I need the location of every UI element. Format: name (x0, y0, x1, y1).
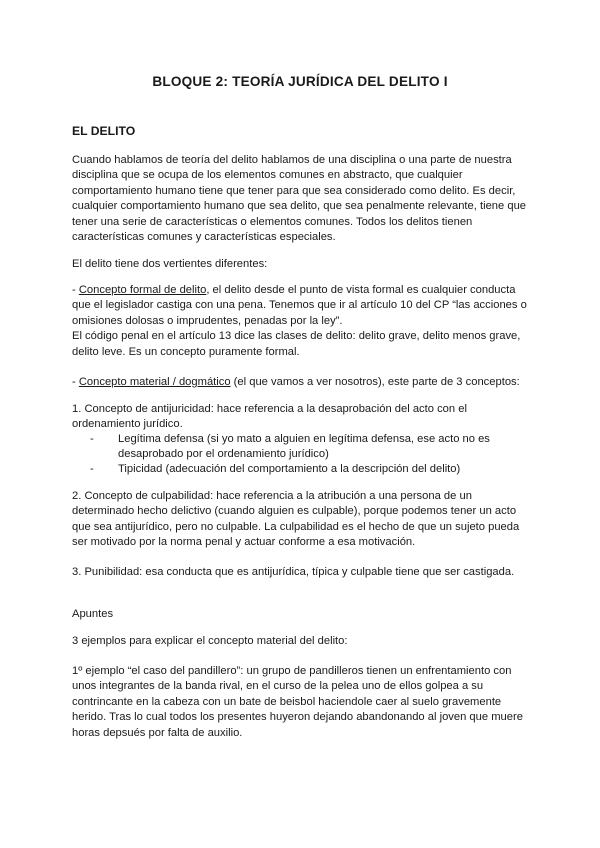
antijuricidad-paragraph: 1. Concepto de antijuricidad: hace referencia a la desaprobación del acto con el ordenamiento jurídico. (72, 403, 467, 431)
formal-concept-line2: El código penal en el artículo 13 dice las clases de delito: delito grave, delito menos grave, delito leve. Es un concepto puramente formal. (72, 330, 521, 358)
material-concept-paragraph (72, 375, 534, 390)
ejemplos-intro: 3 ejemplos para explicar el concepto material del delito: (72, 635, 348, 647)
formal-prefix: - (72, 284, 79, 296)
formal-concept-term: Concepto formal de delito (78, 284, 207, 296)
formal-concept-paragraph (72, 283, 534, 360)
list-item (90, 432, 528, 463)
ejemplo1-paragraph: 1º ejemplo “el caso del pandillero”: un grupo de pandilleros tienen un enfrentamiento con unos integrantes de la banda rival, en el curso de la pelea uno de ellos golpea a su contrincante en la cabeza con un bate de beisbol haciendole caer al suelo gravemente herido. Tras lo cual todos los presentes huyeron dejando abandonando al joven que muere horas depsués por falta de auxilio. (72, 665, 523, 739)
list-dash: - (90, 433, 94, 445)
culpabilidad-paragraph: 2. Concepto de culpabilidad: hace referencia a la atribución a una persona de un determinado hecho delictivo (cuando alguien es culpable), porque podemos tener un acto que sea antijurídico, pero no culpable. La culpabilidad es el hecho de que un sujeto pueda ser motivado por la norma penal y actuar conforme a esa motivación. (72, 490, 520, 549)
intro-paragraph: Cuando hablamos de teoría del delito hablamos de una disciplina o una parte de nuestra disciplina que se ocupa de los elementos comunes en abstracto, que cualquier comportamiento humano tiene que tener para que sea considerado como delito. Es decir, cualquier comportamiento humano que sea delito, que sea penalmente relevante, tiene que tener una serie de características o elementos comunes. Todos los delitos tienen características comunes y características especiales. (72, 154, 527, 244)
material-concept-term: Concepto material / dogmático (78, 376, 231, 388)
apuntes-label: Apuntes (72, 608, 114, 620)
vertientes-paragraph: El delito tiene dos vertientes diferentes: (72, 258, 268, 270)
material-concept-text: (el que vamos a ver nosotros), este parte de 3 conceptos: (230, 376, 520, 388)
section-heading: EL DELITO (72, 124, 136, 138)
material-prefix: - (72, 376, 79, 388)
list-item-text: Tipicidad (adecuación del comportamiento a la descripción del delito) (118, 463, 461, 475)
document-title: BLOQUE 2: TEORÍA JURÍDICA DEL DELITO I (152, 74, 448, 89)
punibilidad-paragraph: 3. Punibilidad: esa conducta que es antijurídica, típica y culpable tiene que ser castigada. (72, 566, 515, 578)
formal-concept-text: , el delito desde el punto de vista formal es cualquier conducta que el legislador castiga con una pena. Tenemos que ir al artículo 10 del CP “las acciones o omisiones dolosas o imprudentes, penadas por la ley”. (72, 284, 527, 327)
list-dash: - (90, 463, 94, 475)
list-item-text: Legítima defensa (si yo mato a alguien en legítima defensa, ese acto no es desaprobado por el ordenamiento jurídico) (118, 433, 490, 461)
list-item (90, 462, 528, 477)
